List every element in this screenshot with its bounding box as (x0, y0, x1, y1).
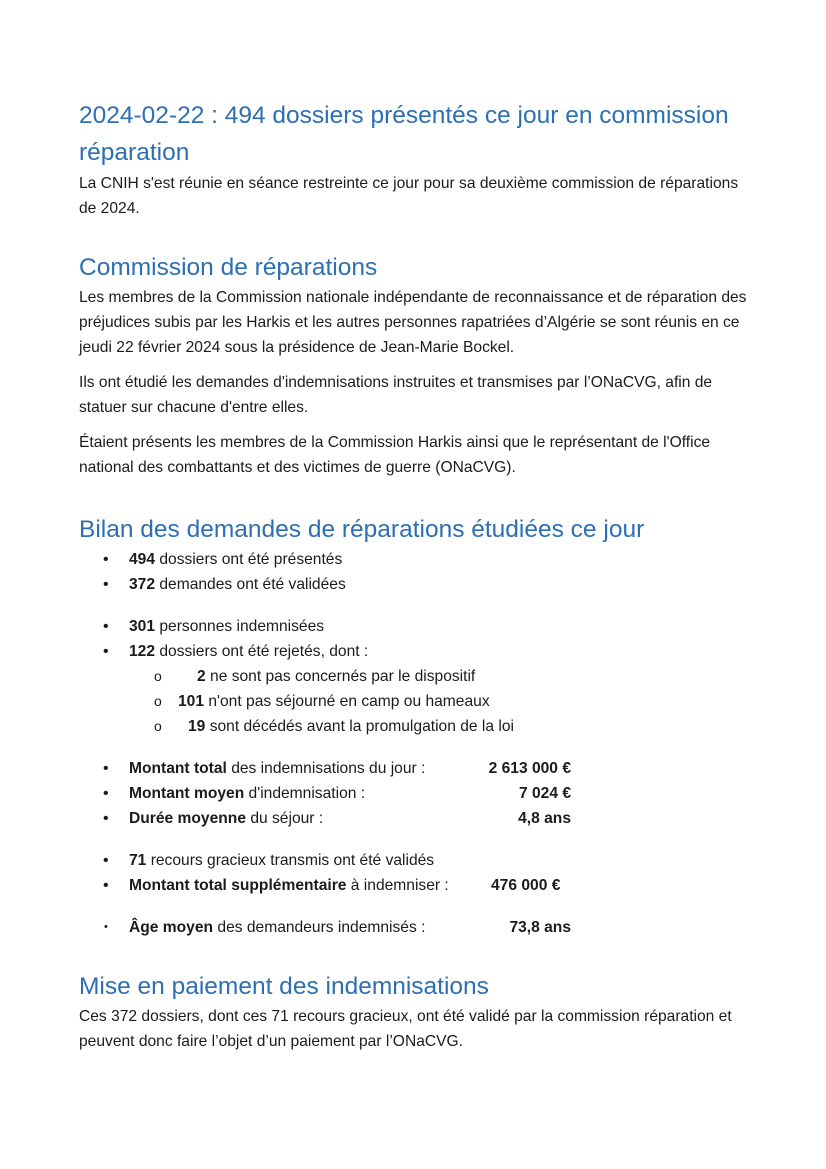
sub-list-item: o 101 n'ont pas séjourné en camp ou hameaux (79, 689, 751, 714)
section-heading-commission: Commission de réparations (79, 254, 378, 281)
paiement-paragraph: Ces 372 dossiers, dont ces 71 recours gracieux, ont été validé par la commission réparation et peuvent donc faire l’objet d’un paiement par l’ONaCVG. (79, 1008, 732, 1050)
intro-paragraph: La CNIH s'est réunie en séance restreinte ce jour pour sa deuxième commission de réparations de 2024. (79, 175, 739, 217)
bilan-list-group-1 (79, 547, 751, 597)
list-item: • 122 dossiers ont été rejetés, dont : (79, 639, 751, 664)
section-heading-bilan: Bilan des demandes de réparations étudiées ce jour (79, 516, 645, 543)
bilan-list-group-2 (79, 614, 751, 664)
sub-list-item: o 19 sont décédés avant la promulgation de la loi (79, 714, 751, 739)
amount-value: 2 613 000 € (488, 760, 571, 777)
commission-paragraph-3: Étaient présents les membres de la Commission Harkis ainsi que le représentant de l'Office national des combattants et des victimes de guerre (ONaCVG). (79, 434, 711, 476)
rejected-sublist (79, 664, 751, 739)
list-item: • 71 recours gracieux transmis ont été validés (79, 848, 751, 873)
bilan-list-group-5 (79, 915, 751, 940)
bilan-list-group-3 (79, 756, 751, 831)
list-item: • 372 demandes ont été validées (79, 572, 751, 597)
list-item: • 301 personnes indemnisées (79, 614, 751, 639)
bilan-list-group-4 (79, 848, 751, 898)
list-item: • Montant moyen d'indemnisation : 7 024 € (79, 781, 751, 806)
list-item: • Montant total supplémentaire à indemniser : 476 000 € (79, 873, 751, 898)
amount-value: 7 024 € (518, 785, 571, 802)
section-heading-paiement: Mise en paiement des indemnisations (79, 973, 489, 1000)
amount-value: 4,8 ans (518, 810, 571, 827)
list-item: • Montant total des indemnisations du jour : 2 613 000 € (79, 756, 751, 781)
amount-value: 476 000 € (491, 877, 561, 894)
commission-paragraph-2: Ils ont étudié les demandes d'indemnisations instruites et transmises par l’ONaCVG, afin de statuer sur chacune d'entre elles. (79, 374, 713, 416)
document-page (79, 97, 751, 1054)
list-item: • Durée moyenne du séjour : 4,8 ans (79, 806, 751, 831)
amount-value: 73,8 ans (509, 919, 571, 936)
page-title: 2024-02-22 : 494 dossiers présentés ce jour en commission réparation (79, 102, 729, 166)
list-item: • 494 dossiers ont été présentés (79, 547, 751, 572)
list-item: • Âge moyen des demandeurs indemnisés : 73,8 ans (79, 915, 751, 940)
commission-paragraph-1: Les membres de la Commission nationale indépendante de reconnaissance et de réparation des préjudices subis par les Harkis et les autres personnes rapatriées d’Algérie se sont réunis en ce jeudi 22 février 2024 sous la présidence de Jean-Marie Bockel. (79, 289, 747, 356)
sub-list-item: o 2 ne sont pas concernés par le dispositif (79, 664, 751, 689)
